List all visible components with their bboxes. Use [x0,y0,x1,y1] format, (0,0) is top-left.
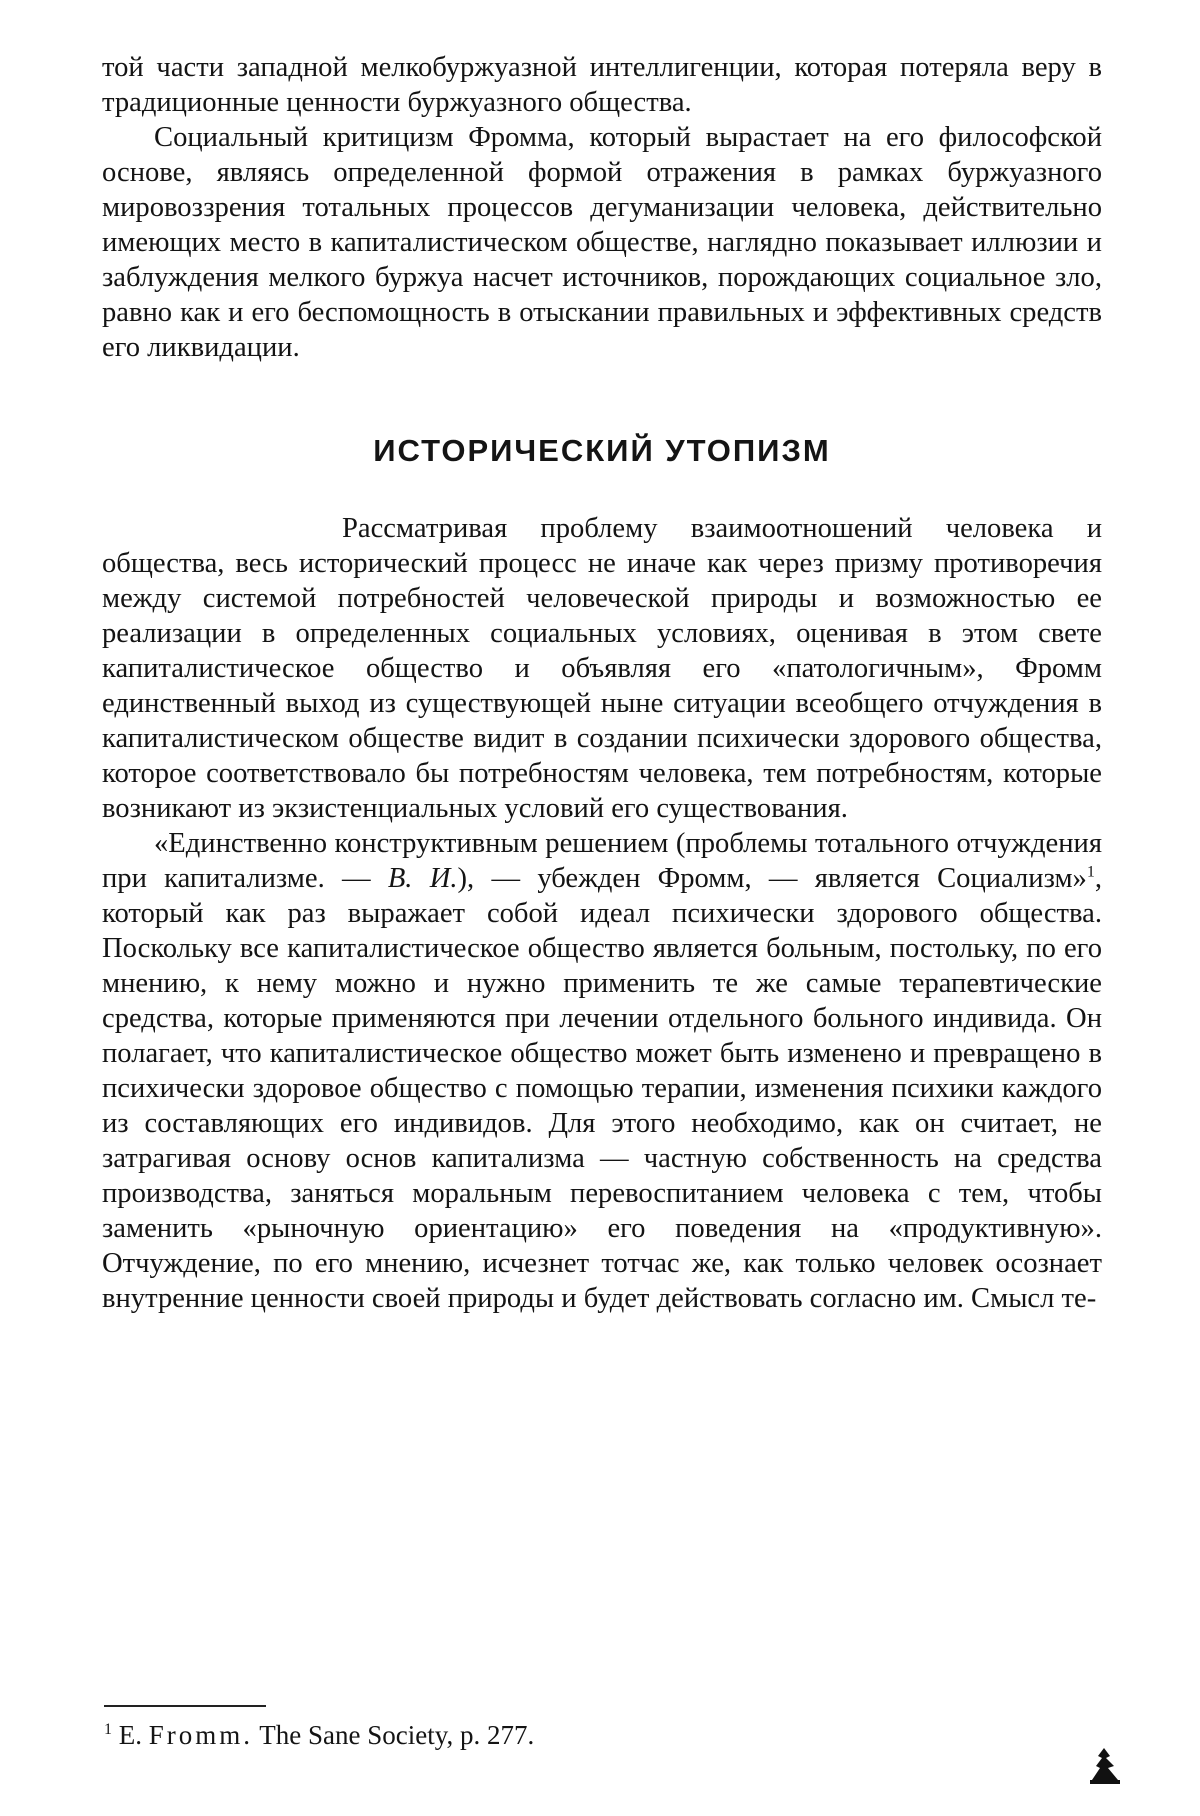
footnote [104,1718,1004,1752]
paragraph-social-criticism: Социальный критицизм Фромма, который вырастает на его философской основе, являясь определенной формой отражения в рамках буржуазного мировоззрения тотальных процессов дегуманизации человека, действительно имеющих место в капиталистическом обществе, наглядно показывает иллюзии и заблуждения мелкого буржуа насчет источников, порождающих социальное зло, равно как и его беспомощность в отыскании правильных и эффективных средств его ликвидации. [102,122,1102,363]
footnote-author: Fromm. [148,1720,254,1750]
quote-initials: В. И. [387,863,458,894]
paragraph-continuation: той части западной мелкобуржуазной интеллигенции, которая потеряла веру в традиционные ценности буржуазного общества. [102,52,1102,118]
footnote-author-prefix: E. [118,1720,149,1750]
paragraph-historical-process: Рассматривая проблему взаимоотношений человека и общества, весь исторический процесс не иначе как через призму противоречия между системой потребностей человеческой природы и возможностью ее реализации в определенных социальных условиях, оценивая в этом свете капиталистическое общество и объявляя его «патологичным», Фромм единственный выход из существующей ныне ситуации всеобщего отчуждения в капиталистическом обществе видит в создании психически здорового общества, которое соответствовало бы потребностям человека, тем потребностям, которые возникают из экзистенциальных условий его существования. [102,513,1102,824]
ink-ornament-icon [1088,1746,1122,1786]
quote-text-c: , который как раз выражает собой идеал психически здорового общества. Поскольку все капиталистическое общество является больным, постольку, по его мнению, к нему можно и нужно применить те же самые терапевтические средства, которые применяются при лечении отдельного больного индивида. Он полагает, что капиталистическое общество может быть изменено и превращено в психически здоровое общество с помощью терапии, изменения психики каждого из составляющих его индивидов. Для этого необходимо, как он считает, не затрагивая основу основ капитализма — частную собственность на средства производства, заняться моральным перевоспитанием человека с тем, чтобы заменить «рыночную ориентацию» его поведения на «продуктивную». Отчуждение, по его мнению, исчезнет тотчас же, как только человек осознает внутренние ценности своей природы и будет действовать согласно им. Смысл те- [102,863,1103,1314]
footnote-source: The Sane Society, p. 277. [253,1720,535,1750]
footnote-number: 1 [104,1721,112,1738]
footnote-reference: 1 [1086,863,1095,881]
quote-text-a: «Единственно конструктивным решением (проблемы тотального отчуждения при капитализме. — [102,828,1102,894]
quote-text-b: ), — убежден Фромм, — является Социализм» [457,863,1087,894]
page-body [102,50,1102,1316]
footnote-divider [104,1705,266,1707]
paragraph-socialism-quote [102,826,1102,1316]
section-heading: ИСТОРИЧЕСКИЙ УТОПИЗМ [373,433,831,468]
